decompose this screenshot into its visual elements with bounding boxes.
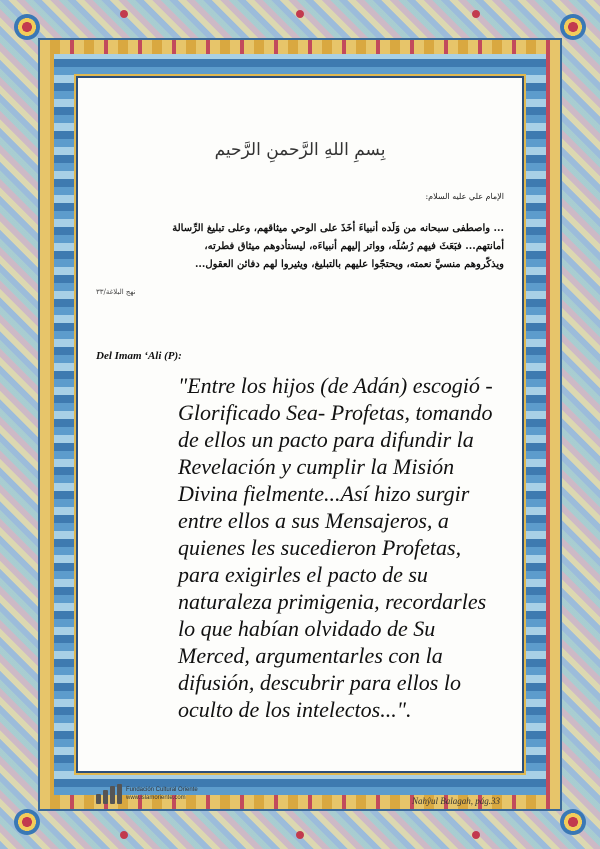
quote-line: "Entre los hijos (de Adán) escogió - <box>178 373 493 398</box>
arabic-line: ويذكّروهم منسيَّ نعمته، ويحتجّوا عليهم بالتبليغ، ويثيروا لهم دفائن العقول... <box>194 259 504 270</box>
ornament-dot-icon <box>296 10 304 18</box>
foundation-name: Fundación Cultural Oriente <box>126 787 198 793</box>
frame-band <box>38 38 562 811</box>
basmala-heading: بِسمِ اللهِ الرَّحمنِ الرَّحيم <box>214 140 386 160</box>
quote-line: Merced, argumentarles con la <box>178 643 443 668</box>
attribution: Del Imam ‘Ali (P): <box>96 350 182 362</box>
foundation-url: www.islamoriente.com <box>126 795 186 801</box>
ornament-dot-icon <box>120 831 128 839</box>
quote-line: entre ellos a sus Mensajeros, a <box>178 508 449 533</box>
quote-line: Divina fielmente...Así hizo surgir <box>178 481 470 506</box>
ornament-dot-icon <box>296 831 304 839</box>
corner-rosette-icon <box>14 809 40 835</box>
quote-line: difusión, descubrir para ellos lo <box>178 670 461 695</box>
quote-line: Revelación y cumplir la Misión <box>178 454 455 479</box>
foundation-logo-text <box>126 786 198 802</box>
quote-line: de ellos un pacto para difundir la <box>178 427 474 452</box>
quote-line: Glorificado Sea- Profetas, tomando <box>178 400 493 425</box>
arabic-text <box>96 220 504 274</box>
arabic-line: ... واصطفى سبحانه من وَلَده أنبياءَ أخَذَ على الوحي ميثاقهم، وعلى تبليغ الرِّسالة <box>172 223 504 234</box>
imam-arabic-label: الإمام علي عليه السلام: <box>425 192 504 201</box>
ornament-dot-icon <box>472 10 480 18</box>
quote-line: lo que habían olvidado de Su <box>178 616 436 641</box>
foundation-logo-icon <box>96 784 122 804</box>
corner-rosette-icon <box>560 14 586 40</box>
arabic-line: أمانتهم... فبَعَثَ فيهم رُسُلَه، وواتر إليهم أنبياءَه، ليستأدوهم ميثاق فطرته، <box>204 241 504 252</box>
frame-band-inner <box>54 54 546 806</box>
source-reference: Nahŷul Balagah, pág.33 <box>412 796 500 806</box>
quote-line: oculto de los intelectos...". <box>178 697 412 722</box>
corner-rosette-icon <box>14 14 40 40</box>
quote-line: para exigirles el pacto de su <box>178 562 428 587</box>
ornament-dot-icon <box>472 831 480 839</box>
spanish-quote <box>178 372 538 723</box>
arabic-reference: نهج البلاغة/٣٣ <box>96 288 136 296</box>
quote-line: naturaleza primigenia, recordarles <box>178 589 487 614</box>
quote-line: quienes les sucedieron Profetas, <box>178 535 462 560</box>
corner-rosette-icon <box>560 809 586 835</box>
ornament-dot-icon <box>120 10 128 18</box>
foundation-logo <box>96 784 198 804</box>
page-content <box>76 76 524 806</box>
